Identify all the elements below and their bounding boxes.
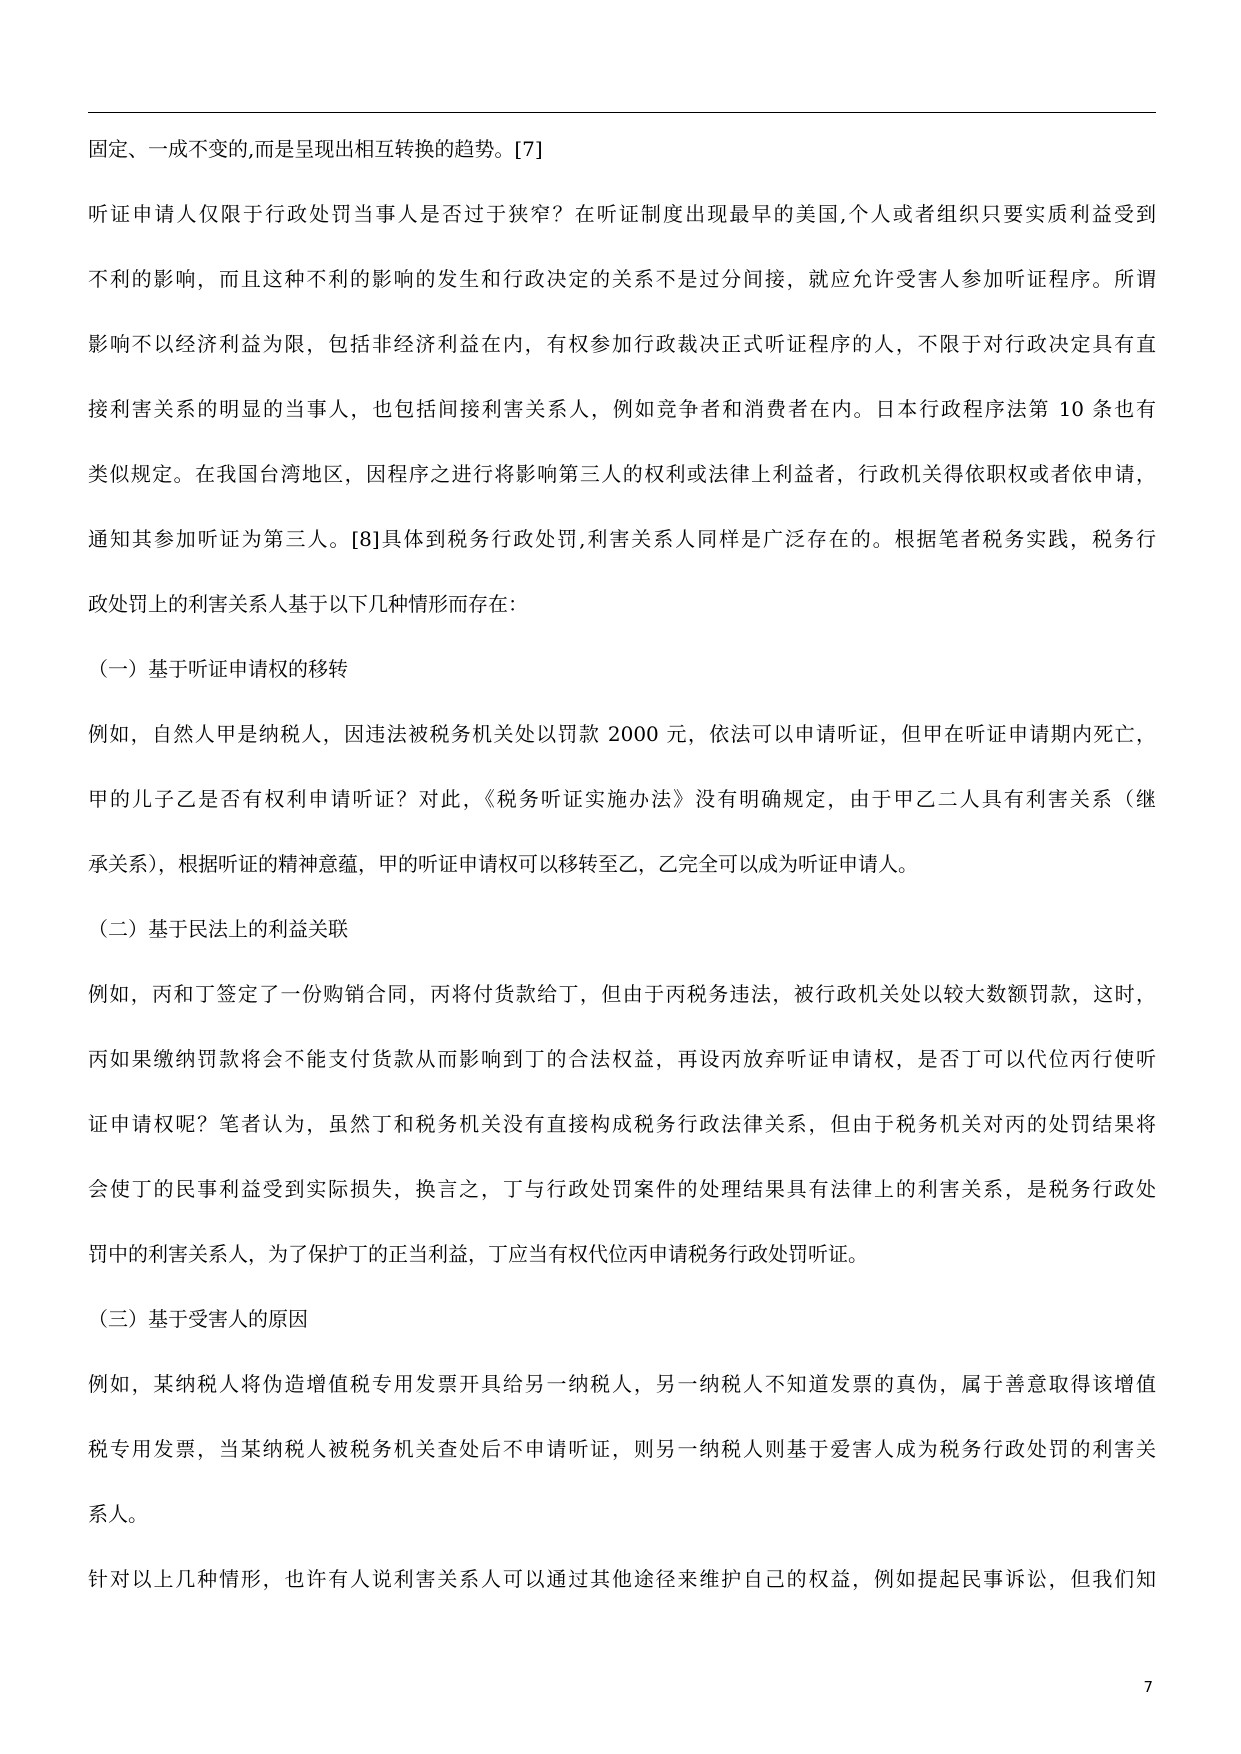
text-line: 罚中的利害关系人，为了保护丁的正当利益，丁应当有权代位丙申请税务行政处罚听证。 [88,1242,868,1266]
page-number: 7 [1143,1678,1153,1696]
section-heading: （三）基于受害人的原因 [88,1307,308,1331]
text-line: 证申请权呢？笔者认为，虽然丁和税务机关没有直接构成税务行政法律关系，但由于税务机关对丙的处罚结果将 [88,1112,1156,1136]
text-line: 甲的儿子乙是否有权利申请听证？对此，《税务听证实施办法》没有明确规定，由于甲乙二人具有利害关系（继 [88,787,1156,811]
text-line: 听证申请人仅限于行政处罚当事人是否过于狭窄？在听证制度出现最早的美国,个人或者组织只要实质利益受到 [88,202,1156,226]
text-line: 政处罚上的利害关系人基于以下几种情形而存在： [88,592,528,616]
section-heading: （二）基于民法上的利益关联 [88,917,348,941]
text-line: 固定、一成不变的,而是呈现出相互转换的趋势。[7] [88,137,543,161]
text-line: 例如，自然人甲是纳税人，因违法被税务机关处以罚款 2000 元，依法可以申请听证，但甲在听证申请期内死亡， [88,722,1156,746]
text-line: 承关系），根据听证的精神意蕴，甲的听证申请权可以移转至乙，乙完全可以成为听证申请人。 [88,852,918,876]
text-line: 类似规定。在我国台湾地区，因程序之进行将影响第三人的权利或法律上利益者，行政机关得依职权或者依申请， [88,462,1156,486]
header-rule [88,112,1156,113]
text-line: 丙如果缴纳罚款将会不能支付货款从而影响到丁的合法权益，再设丙放弃听证申请权，是否丁可以代位丙行使听 [88,1047,1156,1071]
text-line: 系人。 [88,1502,148,1526]
text-line: 税专用发票，当某纳税人被税务机关查处后不申请听证，则另一纳税人则基于爱害人成为税务行政处罚的利害关 [88,1437,1156,1461]
text-line: 例如，某纳税人将伪造增值税专用发票开具给另一纳税人，另一纳税人不知道发票的真伪，属于善意取得该增值 [88,1372,1156,1396]
text-line: 接利害关系的明显的当事人，也包括间接利害关系人，例如竞争者和消费者在内。日本行政程序法第 10 条也有 [88,397,1156,421]
section-heading: （一）基于听证申请权的移转 [88,657,348,681]
text-line: 例如，丙和丁签定了一份购销合同，丙将付货款给丁，但由于丙税务违法，被行政机关处以较大数额罚款，这时， [88,982,1156,1006]
text-line: 会使丁的民事利益受到实际损失，换言之，丁与行政处罚案件的处理结果具有法律上的利害关系，是税务行政处 [88,1177,1156,1201]
text-line: 影响不以经济利益为限，包括非经济利益在内，有权参加行政裁决正式听证程序的人，不限于对行政决定具有直 [88,332,1156,356]
text-line: 针对以上几种情形，也许有人说利害关系人可以通过其他途径来维护自己的权益，例如提起民事诉讼，但我们知 [88,1567,1156,1591]
body-text [88,126,1156,1621]
text-line: 不利的影响，而且这种不利的影响的发生和行政决定的关系不是过分间接，就应允许受害人参加听证程序。所谓 [88,267,1156,291]
text-line: 通知其参加听证为第三人。[8]具体到税务行政处罚,利害关系人同样是广泛存在的。根据笔者税务实践，税务行 [88,527,1156,551]
